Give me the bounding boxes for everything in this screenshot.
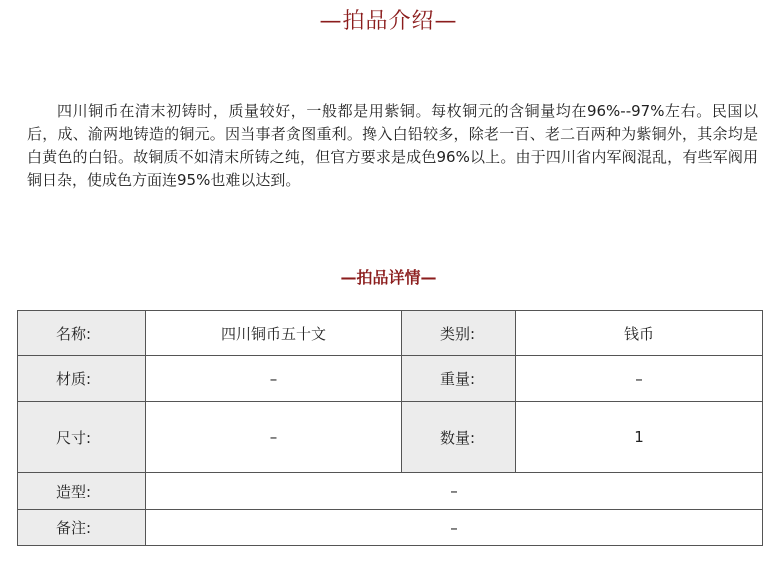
- size-value: –: [146, 402, 402, 473]
- material-label: 材质:: [18, 356, 146, 402]
- table-row-shape: [18, 473, 763, 510]
- category-value: 钱币: [516, 311, 763, 356]
- table-row-material: [18, 356, 763, 402]
- remark-value: –: [146, 510, 763, 546]
- quantity-value: 1: [516, 402, 763, 473]
- quantity-label: 数量:: [402, 402, 516, 473]
- intro-paragraph: 四川铜币在清末初铸时，质量较好，一般都是用紫铜。每枚铜元的含铜量均在96%--97%左右。民国以后，成、渝两地铸造的铜元。因当事者贪图重利。搀入白铅较多，除老一百、老二百两种为紫铜外，其余均是白黄色的白铅。故铜质不如清末所铸之纯，但官方要求是成色96%以上。由于四川省内军阀混乱，有些军阀用铜日杂，使成色方面连95%也难以达到。: [27, 102, 758, 189]
- remark-label: 备注:: [18, 510, 146, 546]
- shape-value: –: [146, 473, 763, 510]
- material-value: –: [146, 356, 402, 402]
- weight-label: 重量:: [402, 356, 516, 402]
- details-section-title: —拍品详情—: [340, 268, 437, 287]
- name-value: 四川铜币五十文: [146, 311, 402, 356]
- intro-section-title: —拍品介绍—: [319, 9, 458, 34]
- table-row-remark: [18, 510, 763, 546]
- name-label: 名称:: [18, 311, 146, 356]
- shape-label: 造型:: [18, 473, 146, 510]
- category-label: 类别:: [402, 311, 516, 356]
- details-table: [17, 310, 763, 546]
- weight-value: –: [516, 356, 763, 402]
- size-label: 尺寸:: [18, 402, 146, 473]
- table-row-size: [18, 402, 763, 473]
- table-row-name: [18, 311, 763, 356]
